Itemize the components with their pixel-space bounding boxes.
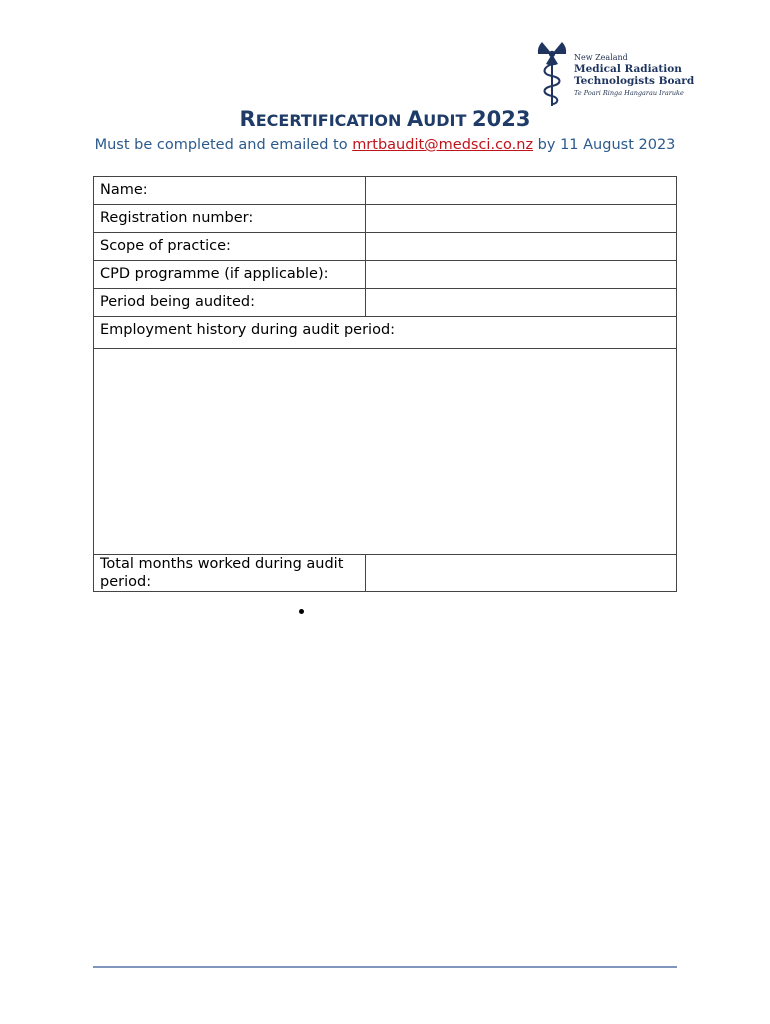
cpd-programme-field[interactable] (366, 261, 677, 289)
total-months-field[interactable] (366, 555, 677, 592)
scope-of-practice-field[interactable] (366, 233, 677, 261)
bullet-point (299, 609, 304, 614)
period-audited-field[interactable] (366, 289, 677, 317)
instruction-before: Must be completed and emailed to (94, 137, 353, 153)
total-months-label: Total months worked during audit period: (94, 555, 366, 592)
form-row-cpd (94, 261, 677, 289)
name-field[interactable] (366, 177, 677, 205)
cpd-programme-label: CPD programme (if applicable): (94, 261, 366, 289)
title-initial-1: R (239, 107, 256, 131)
caduceus-radiation-icon (534, 40, 570, 108)
logo-tagline: Te Poari Ringa Hangarau Iraruke (574, 89, 684, 97)
logo-line-country: New Zealand (574, 53, 628, 62)
scope-of-practice-label: Scope of practice: (94, 233, 366, 261)
footer-rule (93, 966, 677, 968)
title-word-1-rest: ECERTIFICATION (255, 111, 402, 130)
form-row-total-months (94, 555, 677, 592)
title-year: 2023 (471, 107, 531, 131)
audit-form-table (93, 176, 677, 592)
submission-instruction (93, 135, 677, 155)
registration-number-label: Registration number: (94, 205, 366, 233)
form-row-scope (94, 233, 677, 261)
page-title (0, 107, 770, 131)
employment-history-label: Employment history during audit period: (94, 317, 677, 349)
form-row-name (94, 177, 677, 205)
logo-line-name-2: Technologists Board (574, 75, 695, 87)
employment-history-field[interactable] (94, 349, 677, 555)
period-audited-label: Period being audited: (94, 289, 366, 317)
board-logo (534, 40, 695, 108)
title-initial-2: A (407, 107, 424, 131)
email-link[interactable]: mrtbaudit@medsci.co.nz (352, 137, 534, 153)
registration-number-field[interactable] (366, 205, 677, 233)
instruction-after: by 11 August 2023 (533, 137, 676, 153)
form-row-period (94, 289, 677, 317)
logo-line-name-1: Medical Radiation (574, 63, 682, 75)
name-label: Name: (94, 177, 366, 205)
form-row-employment-label (94, 317, 677, 349)
form-row-employment-value (94, 349, 677, 555)
form-row-registration (94, 205, 677, 233)
title-word-2-rest: UDIT (423, 111, 467, 130)
